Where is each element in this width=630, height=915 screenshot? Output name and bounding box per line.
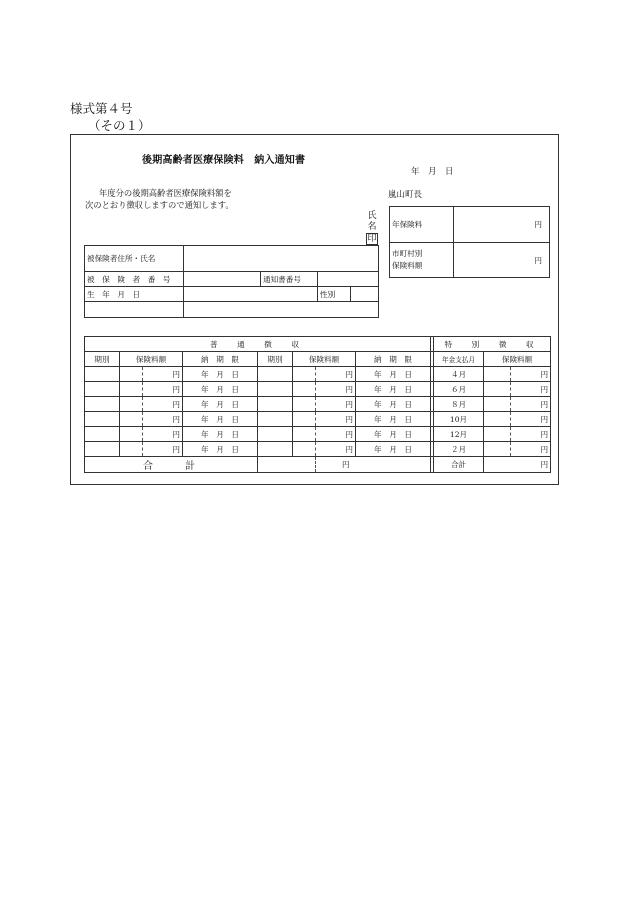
special-collection-header: 特 別 徴 収 [434,337,551,352]
special-amount-yen-cell: 円 [511,427,551,442]
amount-left-cell [293,412,316,427]
period-cell [85,412,120,427]
amount-yen-cell: 円 [143,382,183,397]
amount-yen-cell: 円 [316,367,356,382]
amount-left-cell [293,367,316,382]
schedule-row [85,367,551,382]
amount-left-cell [293,397,316,412]
amount-yen-cell: 円 [316,412,356,427]
annual-premium-label: 年保険料 [390,207,454,243]
special-amount-yen-cell: 円 [511,382,551,397]
schedule-row [85,442,551,457]
annual-premium-value: 円 [454,207,550,243]
col-amount-3: 保険料額 [484,352,551,367]
sex-label: 性別 [318,287,351,302]
col-period-2: 期別 [258,352,293,367]
form-sub-number: （その１） [88,118,151,133]
deadline-cell: 年 月 日 [183,412,258,427]
col-amount-2: 保険料額 [293,352,356,367]
notice-title: 後期高齢者医療保険料 納入通知書 [142,155,306,166]
issuer-name: 嵐山町長 [388,190,423,200]
pension-month-cell: ２月 [434,442,484,457]
total-special-yen: 円 [484,457,551,473]
special-amount-left-cell [484,427,511,442]
special-amount-yen-cell: 円 [511,442,551,457]
seal-stamp: 印 [367,234,377,244]
amount-left-cell [120,367,143,382]
amount-left-cell [293,442,316,457]
special-amount-left-cell [484,367,511,382]
total-label: 合 計 [85,457,258,473]
deadline-cell: 年 月 日 [356,427,431,442]
period-cell [258,397,293,412]
period-cell [258,367,293,382]
col-pension-month: 年金支払月 [434,352,484,367]
intro-line-2: 次のとおり徴収しますので通知します。 [85,199,234,210]
deadline-cell: 年 月 日 [356,442,431,457]
period-cell [85,442,120,457]
intro-text [85,188,234,211]
address-name-value [184,246,379,272]
issue-date: 年 月 日 [411,167,454,177]
amount-yen-cell: 円 [316,382,356,397]
amount-left-cell [293,382,316,397]
amount-left-cell [120,382,143,397]
municipal-label-2: 保険料額 [392,261,423,270]
special-amount-yen-cell: 円 [511,367,551,382]
form-number: 様式第４号 [70,101,133,116]
amount-yen-cell: 円 [143,427,183,442]
period-cell [258,442,293,457]
special-amount-left-cell [484,382,511,397]
schedule-row [85,412,551,427]
deadline-cell: 年 月 日 [183,382,258,397]
amount-yen-cell: 円 [143,442,183,457]
col-amount-1: 保険料額 [120,352,183,367]
insured-number-label: 被 保 険 者 番 号 [85,272,184,287]
seal-char-1: 氏 [367,211,377,221]
deadline-cell: 年 月 日 [356,382,431,397]
notice-number-value [318,272,379,287]
special-amount-left-cell [484,412,511,427]
schedule-row [85,382,551,397]
period-cell [85,397,120,412]
special-amount-yen-cell: 円 [511,397,551,412]
total-label-special: 合計 [434,457,484,473]
blank-cell-1 [85,302,184,318]
amount-yen-cell: 円 [316,427,356,442]
period-cell [258,382,293,397]
amount-yen-cell: 円 [143,397,183,412]
sex-value [351,287,379,302]
period-cell [85,382,120,397]
deadline-cell: 年 月 日 [356,412,431,427]
pension-month-cell: ６月 [434,382,484,397]
total-amount-yen: 円 [316,457,431,473]
collection-schedule-table [84,336,551,473]
intro-line-1: 年度分の後期高齢者医療保険料額を [99,188,232,198]
amount-yen-cell: 円 [316,397,356,412]
blank-cell-2 [184,302,379,318]
municipal-premium-label [390,243,454,278]
deadline-cell: 年 月 日 [183,442,258,457]
birth-date-label: 生 年 月 日 [85,287,184,302]
deadline-cell: 年 月 日 [183,397,258,412]
period-cell [85,367,120,382]
schedule-row [85,397,551,412]
notice-number-label: 通知書番号 [261,272,318,287]
municipal-premium-value: 円 [454,243,550,278]
deadline-cell: 年 月 日 [356,397,431,412]
amount-left-cell [120,427,143,442]
pension-month-cell: 10月 [434,412,484,427]
total-amount-left [258,457,316,473]
municipal-label-1: 市町村別 [392,249,423,258]
seal-block [366,211,378,245]
deadline-cell: 年 月 日 [183,367,258,382]
address-name-label: 被保険者住所・氏名 [85,246,184,272]
pension-month-cell: ８月 [434,397,484,412]
deadline-cell: 年 月 日 [183,427,258,442]
schedule-rows [85,367,551,457]
deadline-cell: 年 月 日 [356,367,431,382]
pension-month-cell: 12月 [434,427,484,442]
amount-left-cell [120,442,143,457]
insured-number-value [184,272,261,287]
period-cell [258,427,293,442]
amount-left-cell [120,412,143,427]
col-deadline-2: 納 期 限 [356,352,431,367]
normal-collection-header: 普 通 徴 収 [85,337,431,352]
premium-summary-table [389,206,550,278]
special-amount-left-cell [484,442,511,457]
period-cell [85,427,120,442]
special-amount-left-cell [484,397,511,412]
amount-left-cell [293,427,316,442]
amount-yen-cell: 円 [316,442,356,457]
amount-yen-cell: 円 [143,412,183,427]
special-amount-yen-cell: 円 [511,412,551,427]
amount-yen-cell: 円 [143,367,183,382]
seal-char-2: 名 [367,222,377,232]
insured-info-table [84,245,379,318]
amount-left-cell [120,397,143,412]
col-period-1: 期別 [85,352,120,367]
period-cell [258,412,293,427]
schedule-row [85,427,551,442]
pension-month-cell: ４月 [434,367,484,382]
birth-date-value [184,287,318,302]
col-deadline-1: 納 期 限 [183,352,258,367]
